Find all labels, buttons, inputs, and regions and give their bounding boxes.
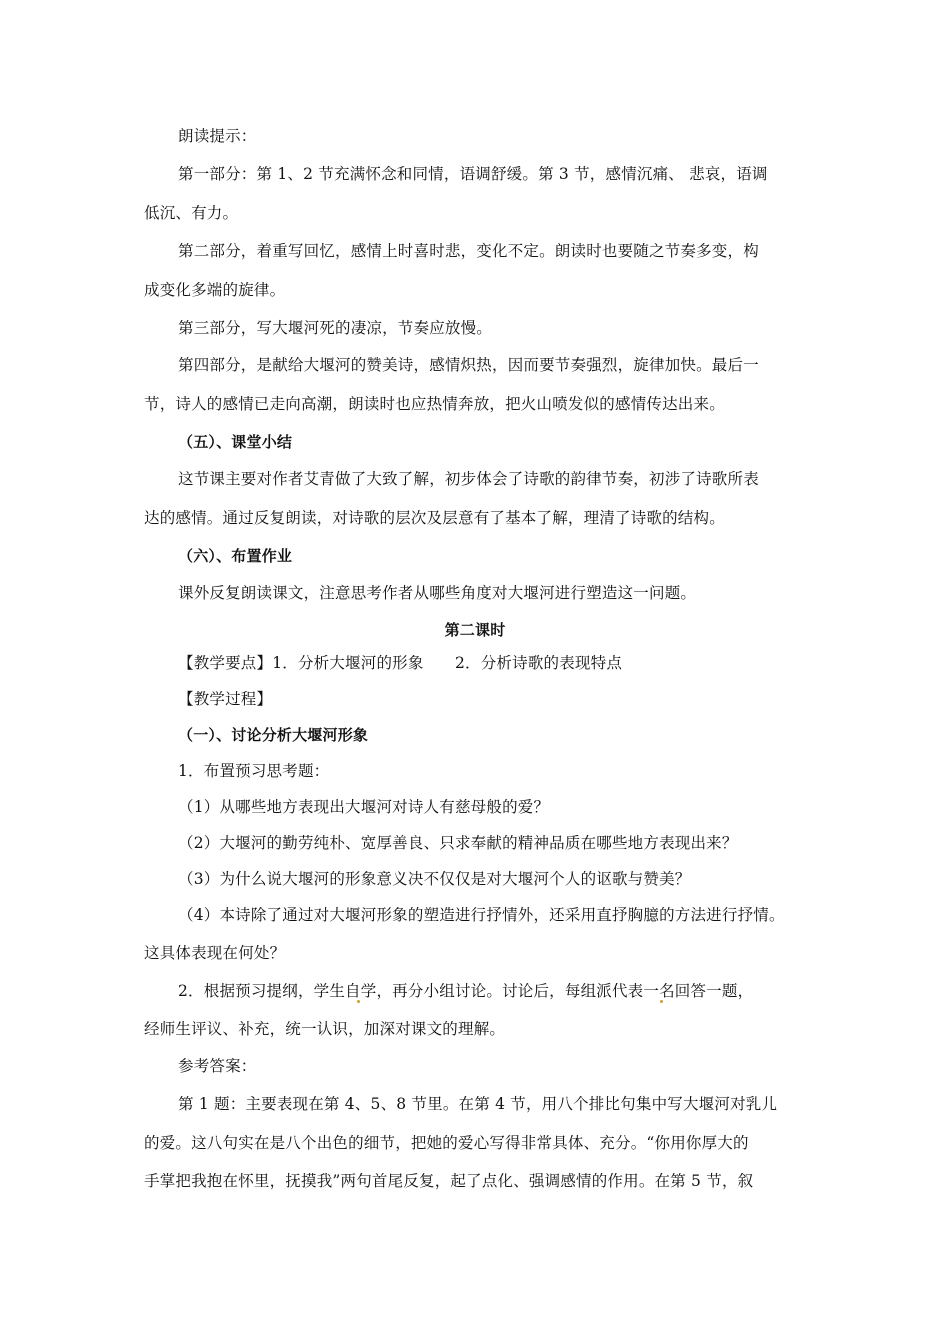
section-heading-discussion: （一）、讨论分析大堰河形象: [178, 726, 369, 744]
question-line: （2）大堰河的勤劳纯朴、宽厚善良、只求奉献的精神品质在哪些地方表现出来？: [178, 834, 738, 852]
speck-mark: [357, 1000, 360, 1003]
paragraph-line: 1．布置预习思考题：: [178, 762, 330, 780]
paragraph-line: 这节课主要对作者艾青做了大致了解，初步体会了诗歌的韵律节奏，初涉了诗歌所表: [178, 470, 759, 488]
reference-answers-heading: 参考答案：: [178, 1057, 257, 1075]
section-heading-homework: （六）、布置作业: [178, 547, 293, 565]
section-heading-summary: （五）、课堂小结: [178, 433, 293, 451]
speck-mark: [660, 1000, 663, 1003]
paragraph-line: 节，诗人的感情已走向高潮，朗读时也应热情奔放，把火山喷发似的感情传达出来。: [144, 395, 725, 413]
paragraph-line: 手掌把我抱在怀里，抚摸我”两句首尾反复，起了点化、强调感情的作用。在第 5 节，叙: [144, 1172, 754, 1190]
paragraph-line: 经师生评议、补充，统一认识，加深对课文的理解。: [144, 1020, 506, 1038]
question-line: （3）为什么说大堰河的形象意义决不仅仅是对大堰河个人的讴歌与赞美？: [178, 870, 691, 888]
paragraph-line: 第二部分，着重写回忆，感情上时喜时悲，变化不定。朗读时也要随之节奏多变，构: [178, 242, 759, 260]
question-line: （4）本诗除了通过对大堰河形象的塑造进行抒情外，还采用直抒胸臆的方法进行抒情。: [178, 906, 785, 924]
teaching-points: 【教学要点】1．分析大堰河的形象 2．分析诗歌的表现特点: [178, 654, 623, 672]
paragraph-line: 成变化多端的旋律。: [144, 281, 286, 299]
reading-tips-heading: 朗读提示：: [178, 127, 257, 145]
paragraph-line: 第四部分，是献给大堰河的赞美诗，感情炽热，因而要节奏强烈，旋律加快。最后一: [178, 356, 759, 374]
paragraph-line: 这具体表现在何处？: [144, 944, 286, 962]
paragraph-line: 课外反复朗读课文，注意思考作者从哪些角度对大堰河进行塑造这一问题。: [178, 584, 697, 602]
paragraph-line: 低沉、有力。: [144, 204, 239, 222]
paragraph-line: 达的感情。通过反复朗读，对诗歌的层次及层意有了基本了解，理清了诗歌的结构。: [144, 509, 725, 527]
paragraph-line: 的爱。这八句实在是八个出色的细节，把她的爱心写得非常具体、充分。“你用你厚大的: [144, 1134, 749, 1152]
paragraph-line: 第三部分，写大堰河死的凄凉，节奏应放慢。: [178, 319, 493, 337]
paragraph-line: 2．根据预习提纲，学生自学，再分小组讨论。讨论后，每组派代表一名回答一题，: [178, 982, 754, 1000]
lesson-title: 第二课时: [444, 621, 506, 639]
paragraph-line: 第 1 题：主要表现在第 4、5、8 节里。在第 4 节，用八个排比句集中写大堰河对乳儿: [178, 1095, 778, 1113]
paragraph-line: 第一部分：第 1、2 节充满怀念和同情，语调舒缓。第 3 节，感情沉痛、 悲哀，语调: [178, 165, 768, 183]
teaching-process-heading: 【教学过程】: [178, 690, 273, 708]
question-line: （1）从哪些地方表现出大堰河对诗人有慈母般的爱？: [178, 798, 550, 816]
